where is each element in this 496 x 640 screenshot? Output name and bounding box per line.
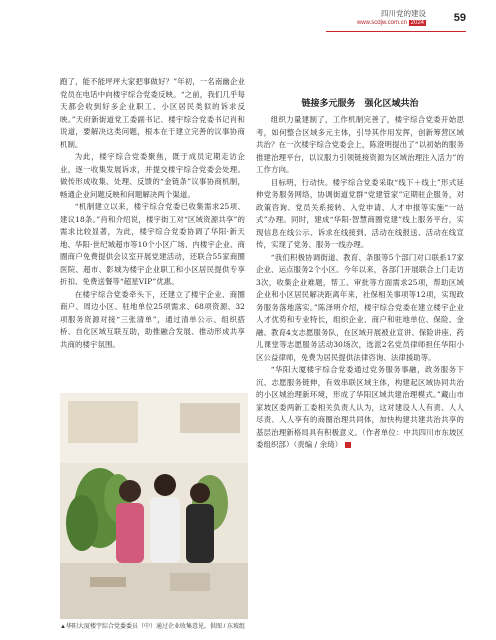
paragraph: 组织力量建制了，工作机制完善了，楼宇综合党委开始思考，如何整合区域多元主体，引导其作用发挥，创新筹营区域共治？在一次楼宇综合党委会上，陈澄明提出了“以初始的服务推建治理平台，以议服力引领链接资源为区域治理注入活力”的工作方向。 <box>256 115 464 174</box>
paragraph <box>256 364 464 452</box>
page-number: 59 <box>453 12 466 24</box>
article-photo <box>60 393 248 619</box>
page-header <box>306 6 466 46</box>
right-column <box>256 114 464 452</box>
photo-caption: ▲华阳大厦楼宇综合党委委员（中）通过企业收集意见。供图 / 东坡组 <box>60 624 245 630</box>
end-mark-icon <box>345 442 351 448</box>
url-text: www.scdjw.com.cn <box>356 20 407 26</box>
paragraph: “机制建立以来，楼宇综合党委已收集需求25项、建议18条。”肖和介绍说，楼宇街工对“区域资源共享”的需求比较显著，为此，楼宇综合党委协调了华阳·新天地、华阳·世纪城超市等10个小区广场、内楼宇企业、商圈商户免费提供会议室开展党建活动，还联合55家商圈医院、超市、影城为楼宇企业职工和小区居民提供专享折扣、免费送餐等“超星VIP”优惠。 <box>60 202 245 286</box>
magazine-title: 四川党的建设 <box>381 9 426 18</box>
paragraph: 为此，楼宇综合党委聚焦，既于成员定期走访企业，逐一收集发展诉求，并提交楼宇综合党委会处理。做传形成收集、处理、反馈的“金链条”议事协商机制，畅通企业问题反映和问题解决两个渠道。 <box>60 152 245 199</box>
closing-text: “华阳大厦楼宇综合党委通过党务服务事融，政务服务下沉、志愿服务链伸，有效串联区域主体，构建起区域协同共治的小区城治理新环境，形成了华阳区域共建治理模式。”藏山市家坡区委两新工委相关负责人认为，这对建设人人有责、人人尽责、人人享有的商圈治理共同体，加快构建共建共治共享的基层治理新格局具有积极意义。（作者单位：中共四川市东坡区委组织部）（责编 / 余琦） <box>256 365 464 449</box>
year-badge: 2024 <box>410 20 424 26</box>
header-rule <box>326 31 466 32</box>
photo-illustration <box>60 393 248 619</box>
paragraph: 目标明，行动快。楼宇综合党委采取“线下＋线上”形式延伸党务服务网络，协调街道党群“党建管家”定期驻企服务，对政策咨询、党员关系接转、入党申请、人才申报等实施“一站式”办理。同时，建成“华阳·智慧商圈党建”线上服务平台，实现信息在线公示、诉求在线接到、活动在线报送、活动在线宣传，实现了党务、服务一线办理。 <box>256 177 464 249</box>
paragraph: “我们积极协调街道、教育、条服等5个部门对口联系17家企业、运点服务2个小区。今年以来，各部门开展联合上门走访3次，收集企业难题，帮工、审批等方面需求25项，帮助区域企业和小区居民解决距离年来，社保相关事项等12项，实现政务服务落地落实。”陈泽明介绍，楼宇综合党委在建立楼宇企业人才优势和专业特长，组织企业、商户和驻地单位、保险、金融、教育4支志愿服务队，在区域开展被业宣讲、保险讲座、药儿课堂等志愿服务活动30场次，选派2名党员律师担任华阳小区公益律师，免费为居民提供法律咨询、法律援助等。 <box>256 252 464 362</box>
paragraph: 跑了，能不能坪坪大家把事做好？”年初，一名南幽企业党员在电话中向楼宇综合党委反映。“之前，我们几乎每天都会收到好多企业职工、小区居民类似的诉求反映。”天府新街道党工委副书记、楼宇综合党委书记肖和说道，要解决这类问题，根本在于建立完善的议事协商机制。 <box>60 77 245 149</box>
paragraph: 在楼宇综合党委牵头下，还建立了楼宇企业、商圈商户、周边小区、驻地单位25项需求、68项资源、32项服务资源对接“三张清单”，通过清单公示、组织搭桥、自化区域互联互助，助推融合发展、推动形成共享共商的楼宇氛围。 <box>60 289 245 349</box>
section-heading: 链接多元服务 强化区域共治 <box>301 98 419 108</box>
magazine-url <box>357 20 426 26</box>
left-column <box>60 76 245 351</box>
